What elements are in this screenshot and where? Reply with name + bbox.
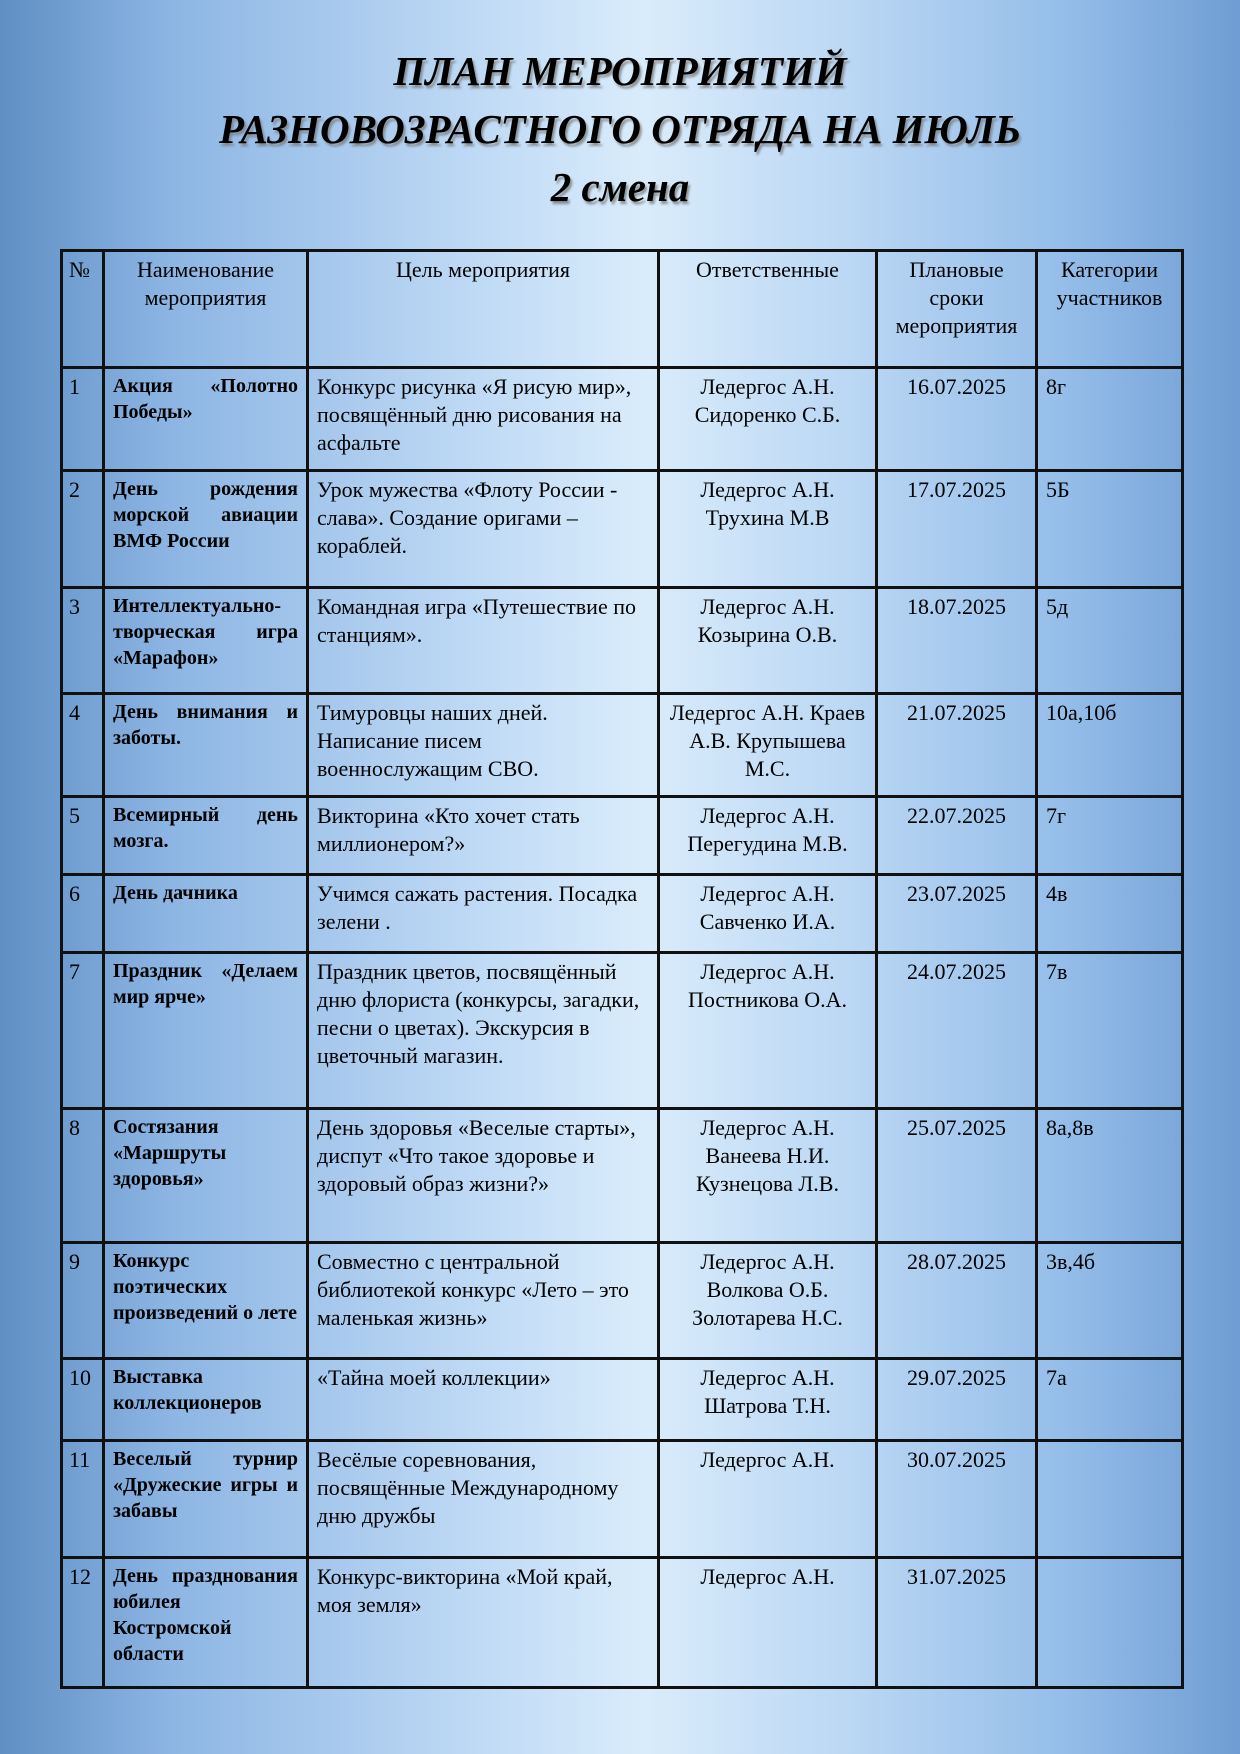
row-num: 1 [62, 368, 104, 471]
event-goal: Весёлые соревнования, посвящённые Международному дню дружбы [308, 1441, 659, 1558]
event-date: 17.07.2025 [877, 471, 1037, 588]
event-responsible: Ледергос А.Н. Перегудина М.В. [659, 797, 877, 875]
table-row [62, 875, 1183, 953]
row-num: 8 [62, 1109, 104, 1243]
table-row [62, 1441, 1183, 1558]
event-goal: Командная игра «Путешествие по станциям». [308, 588, 659, 694]
table-row [62, 368, 1183, 471]
page-title [0, 42, 1240, 216]
event-responsible: Ледергос А.Н. Постникова О.А. [659, 953, 877, 1109]
event-category: 4в [1037, 875, 1183, 953]
table-row [62, 694, 1183, 797]
event-category: 3в,4б [1037, 1243, 1183, 1359]
event-name: День рождения морской авиации ВМФ России [104, 471, 308, 588]
event-name: День дачника [104, 875, 308, 953]
event-category [1037, 1441, 1183, 1558]
event-goal: День здоровья «Веселые старты», диспут «Что такое здоровье и здоровый образ жизни?» [308, 1109, 659, 1243]
event-name: Веселый турнир «Дружеские игры и забавы [104, 1441, 308, 1558]
header-dates: Плановые сроки мероприятия [877, 251, 1037, 368]
event-responsible: Ледергос А.Н. Трухина М.В [659, 471, 877, 588]
event-responsible: Ледергос А.Н. Краев А.В. Крупышева М.С. [659, 694, 877, 797]
event-responsible: Ледергос А.Н. [659, 1441, 877, 1558]
event-category: 7а [1037, 1359, 1183, 1441]
row-num: 5 [62, 797, 104, 875]
event-date: 29.07.2025 [877, 1359, 1037, 1441]
event-date: 31.07.2025 [877, 1558, 1037, 1688]
event-goal: Тимуровцы наших дней. Написание писем военнослужащим СВО. [308, 694, 659, 797]
event-date: 16.07.2025 [877, 368, 1037, 471]
event-name: Интеллектуально-творческая игра «Марафон» [104, 588, 308, 694]
event-category: 8г [1037, 368, 1183, 471]
event-name: Праздник «Делаем мир ярче» [104, 953, 308, 1109]
event-category: 5Б [1037, 471, 1183, 588]
row-num: 11 [62, 1441, 104, 1558]
events-table [60, 249, 1184, 1689]
event-name: Акция «Полотно Победы» [104, 368, 308, 471]
table-row [62, 588, 1183, 694]
event-name: Конкурс поэтических произведений о лете [104, 1243, 308, 1359]
title-line-2: РАЗНОВОЗРАСТНОГО ОТРЯДА НА ИЮЛЬ [219, 106, 1021, 152]
event-goal: Учимся сажать растения. Посадка зелени . [308, 875, 659, 953]
event-goal: Викторина «Кто хочет стать миллионером?» [308, 797, 659, 875]
event-date: 24.07.2025 [877, 953, 1037, 1109]
event-category: 10а,10б [1037, 694, 1183, 797]
event-responsible: Ледергос А.Н. [659, 1558, 877, 1688]
row-num: 10 [62, 1359, 104, 1441]
table-body [62, 368, 1183, 1688]
event-goal: Урок мужества «Флоту России - слава». Создание оригами – кораблей. [308, 471, 659, 588]
event-name: Выставка коллекционеров [104, 1359, 308, 1441]
event-date: 30.07.2025 [877, 1441, 1037, 1558]
row-num: 12 [62, 1558, 104, 1688]
event-date: 28.07.2025 [877, 1243, 1037, 1359]
event-responsible: Ледергос А.Н. Козырина О.В. [659, 588, 877, 694]
row-num: 9 [62, 1243, 104, 1359]
table-row [62, 1359, 1183, 1441]
header-num: № [62, 251, 104, 368]
header-category: Категории участников [1037, 251, 1183, 368]
event-date: 22.07.2025 [877, 797, 1037, 875]
title-line-1: ПЛАН МЕРОПРИЯТИЙ [393, 48, 847, 94]
event-responsible: Ледергос А.Н. Шатрова Т.Н. [659, 1359, 877, 1441]
table-row [62, 1243, 1183, 1359]
event-category: 8а,8в [1037, 1109, 1183, 1243]
event-responsible: Ледергос А.Н. Волкова О.Б. Золотарева Н.С. [659, 1243, 877, 1359]
event-name: День внимания и заботы. [104, 694, 308, 797]
header-responsible: Ответственные [659, 251, 877, 368]
event-category: 5д [1037, 588, 1183, 694]
event-category [1037, 1558, 1183, 1688]
title-line-3: 2 смена [550, 164, 690, 210]
row-num: 4 [62, 694, 104, 797]
table-row [62, 797, 1183, 875]
event-date: 21.07.2025 [877, 694, 1037, 797]
row-num: 2 [62, 471, 104, 588]
row-num: 7 [62, 953, 104, 1109]
table-row [62, 1558, 1183, 1688]
event-goal: «Тайна моей коллекции» [308, 1359, 659, 1441]
table-row [62, 471, 1183, 588]
event-responsible: Ледергос А.Н. Савченко И.А. [659, 875, 877, 953]
event-date: 25.07.2025 [877, 1109, 1037, 1243]
event-category: 7в [1037, 953, 1183, 1109]
table-row [62, 953, 1183, 1109]
header-name: Наименование мероприятия [104, 251, 308, 368]
event-goal: Совместно с центральной библиотекой конкурс «Лето – это маленькая жизнь» [308, 1243, 659, 1359]
event-category: 7г [1037, 797, 1183, 875]
event-goal: Праздник цветов, посвящённый дню флориста (конкурсы, загадки, песни о цветах). Экскурсия в цветочный магазин. [308, 953, 659, 1109]
event-date: 18.07.2025 [877, 588, 1037, 694]
event-goal: Конкурс рисунка «Я рисую мир», посвящённый дню рисования на асфальте [308, 368, 659, 471]
row-num: 3 [62, 588, 104, 694]
table-row [62, 1109, 1183, 1243]
row-num: 6 [62, 875, 104, 953]
event-responsible: Ледергос А.Н. Сидоренко С.Б. [659, 368, 877, 471]
event-goal: Конкурс-викторина «Мой край, моя земля» [308, 1558, 659, 1688]
event-responsible: Ледергос А.Н. Ванеева Н.И. Кузнецова Л.В. [659, 1109, 877, 1243]
event-date: 23.07.2025 [877, 875, 1037, 953]
event-name: Состязания «Маршруты здоровья» [104, 1109, 308, 1243]
event-name: Всемирный день мозга. [104, 797, 308, 875]
table-header-row [62, 251, 1183, 368]
header-goal: Цель мероприятия [308, 251, 659, 368]
event-name: День празднования юбилея Костромской области [104, 1558, 308, 1688]
